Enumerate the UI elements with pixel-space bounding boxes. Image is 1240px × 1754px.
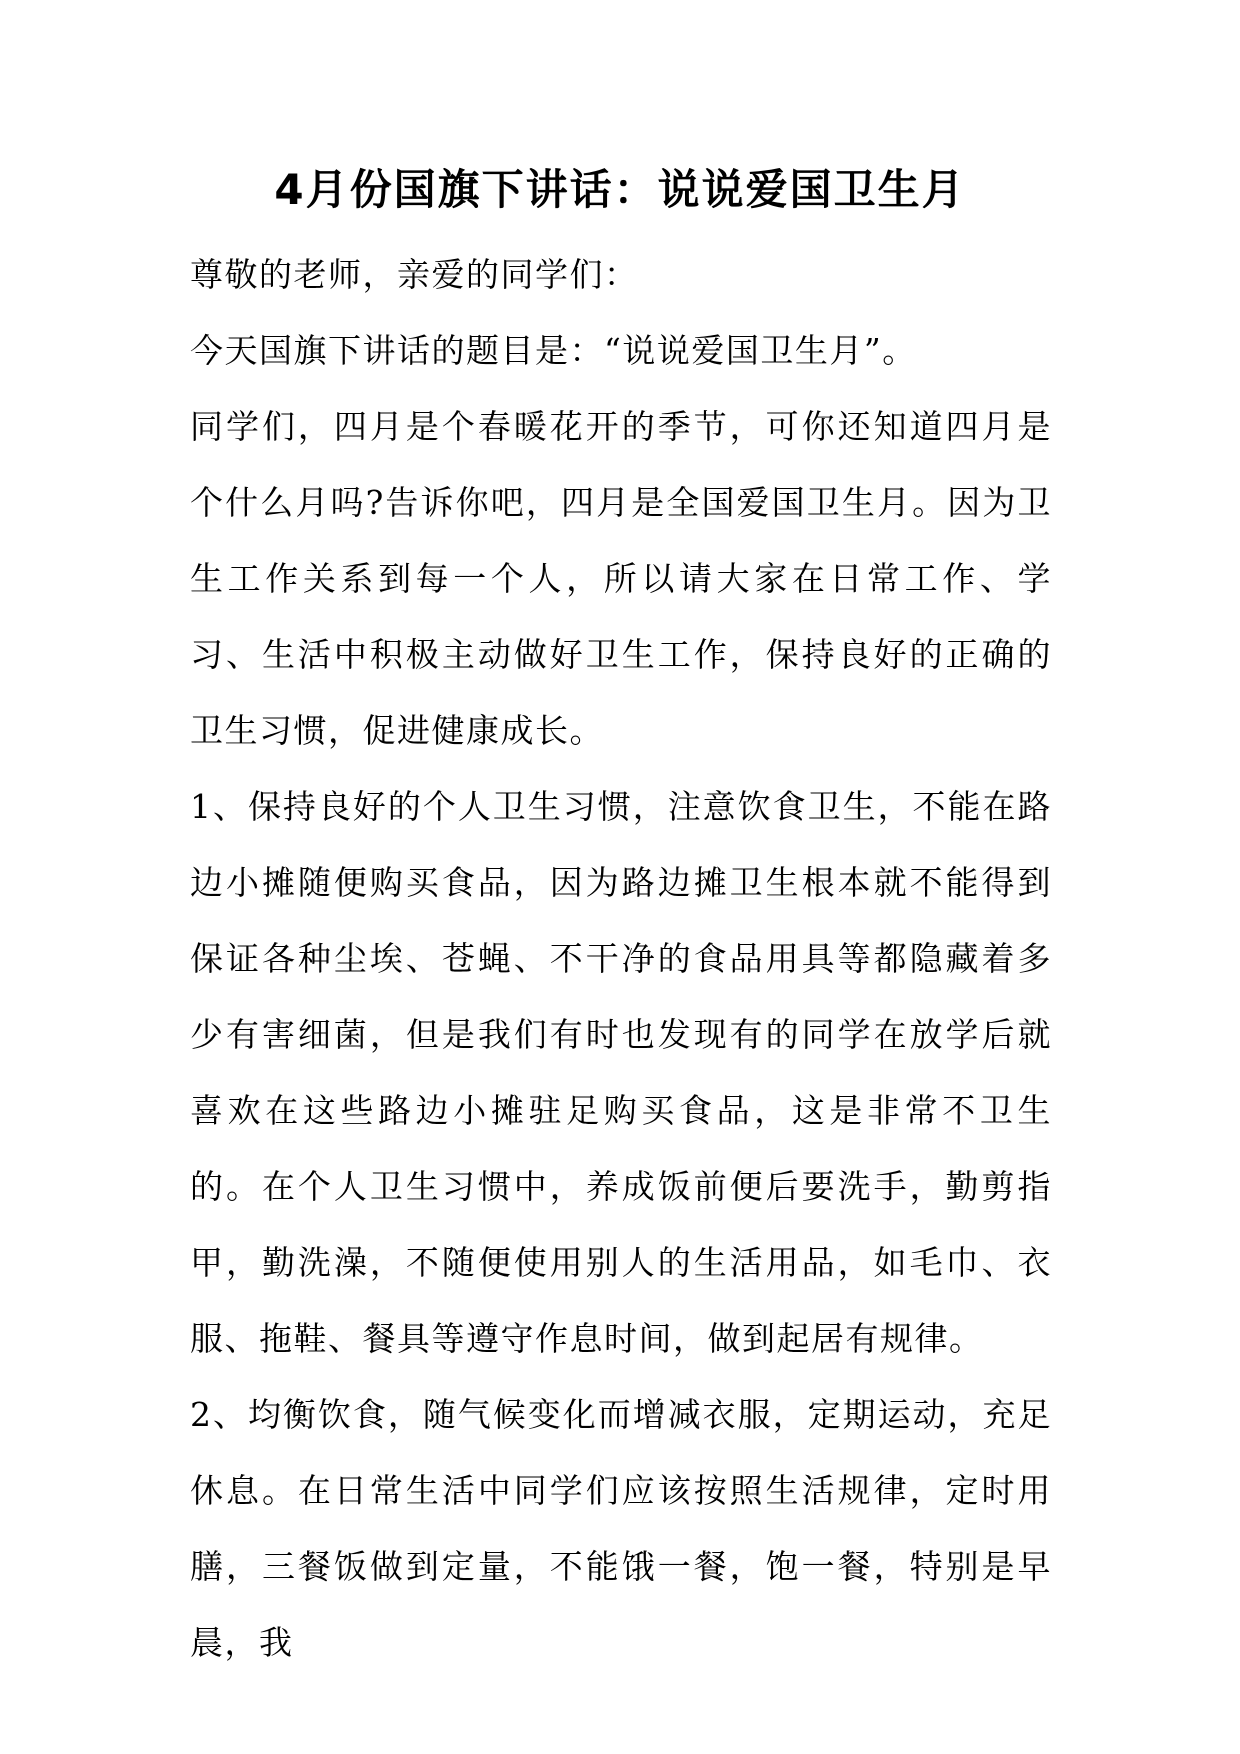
point-1-paragraph: 1、保持良好的个人卫生习惯，注意饮食卫生，不能在路边小摊随便购买食品，因为路边摊卫生根本就不能得到保证各种尘埃、苍蝇、不干净的食品用具等都隐藏着多少有害细菌，但是我们有时也发现有的同学在放学后就喜欢在这些路边小摊驻足购买食品，这是非常不卫生的。在个人卫生习惯中，养成饭前便后要洗手，勤剪指甲，勤洗澡，不随便使用别人的生活用品，如毛巾、衣服、拖鞋、餐具等遵守作息时间，做到起居有规律。	[190, 787, 1052, 1358]
topic-paragraph: 今天国旗下讲话的题目是：“说说爱国卫生月”。	[190, 331, 917, 370]
point-2-paragraph: 2、均衡饮食，随气候变化而增减衣服，定期运动，充足休息。在日常生活中同学们应该按照生活规律，定时用膳，三餐饭做到定量，不能饿一餐，饱一餐，特别是早晨，我	[190, 1395, 1052, 1662]
intro-paragraph: 同学们，四月是个春暖花开的季节，可你还知道四月是个什么月吗?告诉你吧，四月是全国爱国卫生月。因为卫生工作关系到每一个人，所以请大家在日常工作、学习、生活中积极主动做好卫生工作，保持良好的正确的卫生习惯，促进健康成长。	[190, 407, 1052, 750]
document-body	[190, 237, 1052, 1681]
salutation-paragraph: 尊敬的老师，亲爱的同学们：	[190, 255, 639, 294]
document-title: 4月份国旗下讲话：说说爱国卫生月	[274, 165, 966, 214]
